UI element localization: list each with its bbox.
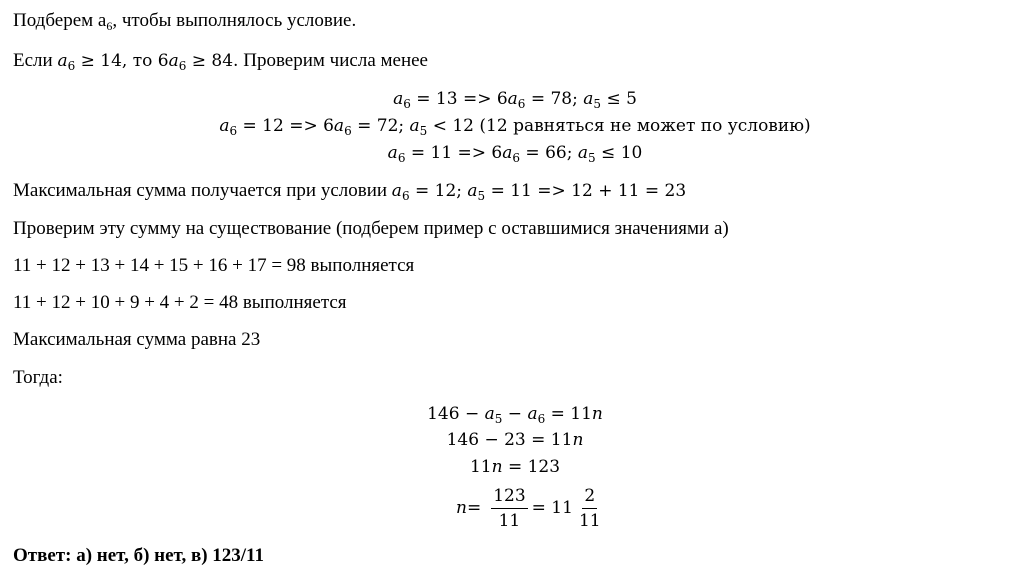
check3-var3: a [577,143,588,163]
check2-sub2: 6 [344,124,352,138]
check3-sub: 6 [397,151,406,165]
check-line-3 [0,141,1030,165]
cond-sub1: 6 [67,59,76,73]
check1-var2: a [507,89,518,109]
max-mid: = 12; [409,181,468,201]
max-equals-line: Максимальная сумма равна 23 [13,329,261,350]
max-sub2: 5 [477,189,486,203]
condition-line [13,50,428,72]
check1-end: ≤ 5 [601,89,637,109]
check1-sub: 6 [403,97,411,111]
check1-var3: a [583,89,594,109]
eq4-lhs: n [456,498,467,518]
check3-sub2: 6 [512,151,521,165]
example-1: 11 + 12 + 13 + 14 + 15 + 16 + 17 = 98 выполняется [13,255,415,276]
check-line-2 [0,114,1030,138]
cond-sub2: 6 [178,59,187,73]
max-var1: a [391,181,402,201]
check1-var: a [393,89,404,109]
eq2-v: n [572,430,584,450]
equation-3 [0,455,1030,479]
eq1-c: = 11 [545,404,592,424]
frac2-den: 11 [578,510,601,531]
max-text: Максимальная сумма получается при условии [13,180,392,201]
cond-var2: a [168,51,179,71]
max-var2: a [467,181,478,201]
eq3-b: = 123 [502,457,561,477]
eq3-a: 11 [469,457,492,477]
equation-4 [0,482,1030,534]
check3-var: a [387,143,398,163]
check3-mid: = 11 => 6 [405,143,503,163]
check1-sub2: 6 [517,97,526,111]
eq3-v: n [491,457,503,477]
eq4-mixed-whole: = 11 [531,498,573,518]
frac2-num: 2 [582,486,597,509]
eq1-s1: 5 [494,412,503,426]
answer-line: Ответ: а) нет, б) нет, в) 123/11 [13,545,265,566]
cond-rest1: ≥ 14, то 6 [75,51,169,71]
check2-sub3: 5 [419,124,428,138]
check3-end: ≤ 10 [595,143,643,163]
check2-mid2: = 72; [351,116,410,136]
max-end: = 11 => 12 + 11 = 23 [485,181,687,201]
check3-mid2: = 66; [520,143,578,163]
intro-before: Подберем a [13,10,107,31]
check2-sub: 6 [229,124,238,138]
cond-var1: a [57,51,68,71]
max-line [13,180,686,202]
frac-num: 123 [491,486,527,509]
fraction-123-11 [491,486,527,531]
eq1-v2: a [527,404,538,424]
cond-rest2: ≥ 84. [186,51,239,71]
check3-sub3: 5 [588,151,596,165]
eq4-eq: = [466,498,482,518]
check2-var3: a [409,116,420,136]
eq1-a: 146 − [427,404,485,424]
check3-var2: a [502,143,513,163]
eq1-b: − [502,404,528,424]
max-sub1: 6 [401,189,410,203]
equation-2 [0,428,1030,452]
eq1-v1: a [484,404,495,424]
check-line-1 [0,87,1030,111]
check-existence-line: Проверим эту сумму на существование (подберем пример с оставшимися значениями a) [13,218,729,239]
then-line: Тогда: [13,367,63,388]
if-word: Если [13,50,58,71]
example-2: 11 + 12 + 10 + 9 + 4 + 2 = 48 выполняется [13,292,347,313]
check1-mid2: = 78; [525,89,584,109]
intro-line [13,10,356,32]
check2-var: a [219,116,230,136]
check1-sub3: 5 [593,97,602,111]
eq1-s2: 6 [537,412,546,426]
check2-end: < 12 (12 равняться не может по условию) [427,116,811,136]
fraction-2-11 [577,486,603,531]
check1-mid: = 13 => 6 [410,89,508,109]
eq2-a: 146 − 23 = 11 [446,430,573,450]
equation-1 [0,402,1030,426]
intro-after: , чтобы выполнялось условие. [112,10,357,31]
frac-den: 11 [498,510,521,531]
eq1-v3: n [591,404,603,424]
check2-var2: a [333,116,345,136]
check2-mid: = 12 => 6 [237,116,334,136]
intro-sub: 6 [106,19,113,33]
cond-tail: Проверим числа менее [238,50,428,71]
